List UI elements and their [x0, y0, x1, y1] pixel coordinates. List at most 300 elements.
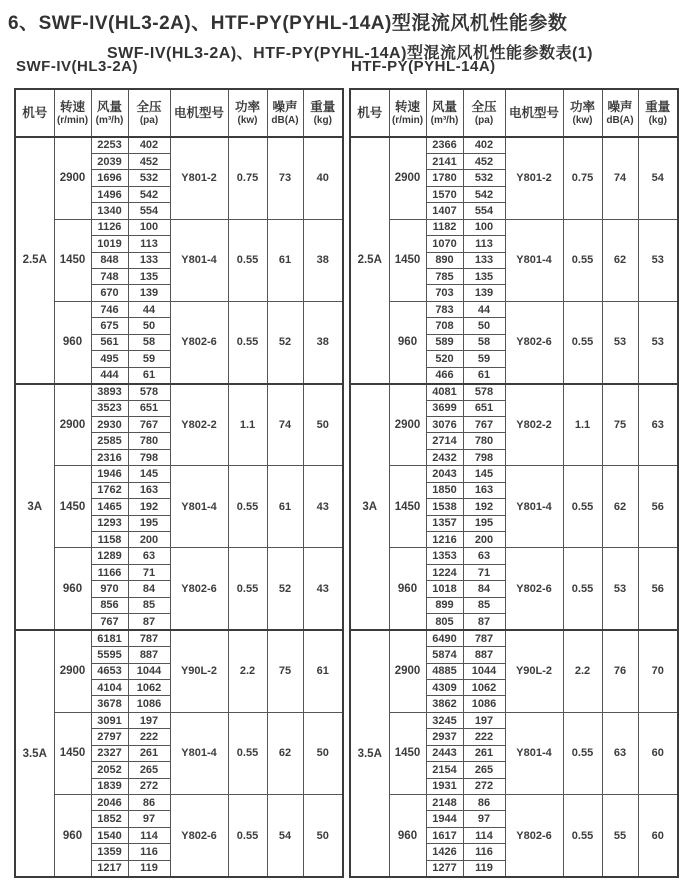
table-block-htf — [349, 58, 677, 878]
flow-cell: 2930 — [91, 416, 128, 432]
power-cell: 2.2 — [228, 630, 267, 712]
pressure-cell: 452 — [128, 153, 170, 169]
table-row — [350, 301, 678, 317]
pressure-cell: 542 — [463, 186, 505, 202]
pressure-cell: 44 — [128, 301, 170, 317]
flow-cell: 670 — [91, 285, 128, 301]
flow-cell: 444 — [91, 367, 128, 383]
pressure-cell: 578 — [463, 384, 505, 400]
pressure-cell: 780 — [128, 433, 170, 449]
col-header-unit: (pa) — [139, 114, 159, 126]
col-header — [638, 89, 678, 137]
power-cell: 0.55 — [228, 466, 267, 548]
rpm-cell: 2900 — [54, 630, 91, 712]
col-header-unit: (r/min) — [56, 114, 89, 126]
pressure-cell: 402 — [463, 137, 505, 153]
size-cell: 3A — [350, 384, 389, 631]
pressure-cell: 163 — [463, 482, 505, 498]
pressure-cell: 113 — [128, 236, 170, 252]
col-header-label: 噪声 — [607, 99, 633, 114]
size-cell: 2.5A — [350, 137, 389, 384]
pressure-cell: 578 — [128, 384, 170, 400]
table-row — [15, 219, 343, 235]
pressure-cell: 84 — [128, 581, 170, 597]
pressure-cell: 887 — [463, 647, 505, 663]
power-cell: 1.1 — [563, 384, 602, 466]
motor-cell: Y802-6 — [170, 795, 228, 878]
weight-cell: 38 — [303, 301, 343, 383]
rpm-cell: 960 — [54, 795, 91, 878]
pressure-cell: 50 — [128, 318, 170, 334]
flow-cell: 3091 — [91, 712, 128, 728]
pressure-cell: 119 — [463, 860, 505, 877]
weight-cell: 56 — [638, 548, 678, 630]
power-cell: 0.55 — [563, 219, 602, 301]
power-cell: 1.1 — [228, 384, 267, 466]
noise-cell: 55 — [602, 795, 638, 878]
noise-cell: 53 — [602, 301, 638, 383]
pressure-cell: 197 — [128, 712, 170, 728]
noise-cell: 74 — [602, 137, 638, 219]
pressure-cell: 767 — [128, 416, 170, 432]
power-cell: 0.55 — [563, 466, 602, 548]
table-row — [15, 795, 343, 811]
motor-cell: Y801-4 — [505, 466, 563, 548]
pressure-cell: 114 — [463, 827, 505, 843]
motor-cell: Y801-4 — [170, 219, 228, 301]
power-cell: 2.2 — [563, 630, 602, 712]
col-header — [15, 89, 54, 137]
pressure-cell: 452 — [463, 153, 505, 169]
pressure-cell: 87 — [463, 614, 505, 630]
col-header — [91, 89, 128, 137]
weight-cell: 43 — [303, 466, 343, 548]
flow-cell: 1217 — [91, 860, 128, 877]
pressure-cell: 59 — [128, 351, 170, 367]
weight-cell: 50 — [303, 712, 343, 794]
flow-cell: 1570 — [426, 186, 463, 202]
col-header — [128, 89, 170, 137]
pressure-cell: 554 — [463, 203, 505, 219]
table-row — [15, 301, 343, 317]
table-row — [15, 384, 343, 400]
weight-cell: 60 — [638, 712, 678, 794]
flow-cell: 1839 — [91, 778, 128, 794]
col-header-unit: (kg) — [313, 114, 332, 126]
flow-cell: 1166 — [91, 564, 128, 580]
flow-cell: 2797 — [91, 729, 128, 745]
flow-cell: 3862 — [426, 696, 463, 712]
col-header — [350, 89, 389, 137]
pressure-cell: 1044 — [128, 663, 170, 679]
pressure-cell: 61 — [463, 367, 505, 383]
flow-cell: 1617 — [426, 827, 463, 843]
power-cell: 0.55 — [228, 219, 267, 301]
rpm-cell: 2900 — [54, 137, 91, 219]
noise-cell: 75 — [602, 384, 638, 466]
pressure-cell: 780 — [463, 433, 505, 449]
noise-cell: 52 — [267, 548, 303, 630]
pressure-cell: 61 — [128, 367, 170, 383]
pressure-cell: 145 — [128, 466, 170, 482]
flow-cell: 1126 — [91, 219, 128, 235]
weight-cell: 70 — [638, 630, 678, 712]
flow-cell: 3699 — [426, 400, 463, 416]
motor-cell: Y802-6 — [170, 548, 228, 630]
pressure-cell: 261 — [463, 745, 505, 761]
flow-cell: 1224 — [426, 564, 463, 580]
flow-cell: 1944 — [426, 811, 463, 827]
col-header-unit: (m³/h) — [95, 114, 124, 126]
motor-cell: Y802-6 — [505, 548, 563, 630]
col-header-label: 电机型号 — [173, 105, 224, 120]
table-row — [350, 795, 678, 811]
pressure-cell: 59 — [463, 351, 505, 367]
flow-cell: 1496 — [91, 186, 128, 202]
col-header-label: 重量 — [310, 99, 336, 114]
table-row — [15, 137, 343, 153]
rpm-cell: 2900 — [389, 137, 426, 219]
pressure-cell: 87 — [128, 614, 170, 630]
size-cell: 3.5A — [15, 630, 54, 877]
flow-cell: 2937 — [426, 729, 463, 745]
weight-cell: 40 — [303, 137, 343, 219]
flow-cell: 520 — [426, 351, 463, 367]
pressure-cell: 44 — [463, 301, 505, 317]
col-header-label: 噪声 — [272, 99, 298, 114]
table-row — [15, 466, 343, 482]
col-header-unit: (kw) — [572, 114, 593, 126]
noise-cell: 52 — [267, 301, 303, 383]
flow-cell: 783 — [426, 301, 463, 317]
rpm-cell: 2900 — [389, 630, 426, 712]
flow-cell: 1182 — [426, 219, 463, 235]
pressure-cell: 265 — [463, 762, 505, 778]
pressure-cell: 113 — [463, 236, 505, 252]
weight-cell: 38 — [303, 219, 343, 301]
flow-cell: 2046 — [91, 795, 128, 811]
pressure-cell: 119 — [128, 860, 170, 877]
swf-spec-table — [14, 88, 344, 878]
flow-cell: 1540 — [91, 827, 128, 843]
flow-cell: 1780 — [426, 170, 463, 186]
pressure-cell: 100 — [128, 219, 170, 235]
pressure-cell: 84 — [463, 581, 505, 597]
col-header-label: 机号 — [22, 105, 48, 120]
flow-cell: 5595 — [91, 647, 128, 663]
pressure-cell: 63 — [128, 548, 170, 564]
flow-cell: 495 — [91, 351, 128, 367]
col-header-unit: (m³/h) — [430, 114, 459, 126]
pressure-cell: 133 — [463, 252, 505, 268]
pressure-cell: 197 — [463, 712, 505, 728]
power-cell: 0.75 — [563, 137, 602, 219]
flow-cell: 708 — [426, 318, 463, 334]
pressure-cell: 265 — [128, 762, 170, 778]
weight-cell: 50 — [303, 795, 343, 878]
htf-spec-table — [349, 88, 679, 878]
pressure-cell: 651 — [463, 400, 505, 416]
pressure-cell: 222 — [128, 729, 170, 745]
pressure-cell: 58 — [463, 334, 505, 350]
table-label-htf: HTF-PY(PYHL-14A) — [351, 58, 496, 75]
pressure-cell: 86 — [128, 795, 170, 811]
noise-cell: 73 — [267, 137, 303, 219]
noise-cell: 53 — [602, 548, 638, 630]
motor-cell: Y801-4 — [505, 219, 563, 301]
motor-cell: Y802-6 — [505, 301, 563, 383]
motor-cell: Y90L-2 — [505, 630, 563, 712]
rpm-cell: 2900 — [54, 384, 91, 466]
col-header — [563, 89, 602, 137]
flow-cell: 1353 — [426, 548, 463, 564]
pressure-cell: 145 — [463, 466, 505, 482]
pressure-cell: 887 — [128, 647, 170, 663]
flow-cell: 2432 — [426, 449, 463, 465]
power-cell: 0.75 — [228, 137, 267, 219]
pressure-cell: 272 — [128, 778, 170, 794]
col-header — [505, 89, 563, 137]
pressure-cell: 97 — [463, 811, 505, 827]
pressure-cell: 192 — [128, 499, 170, 515]
col-header-label: 转速 — [394, 99, 420, 114]
col-header — [228, 89, 267, 137]
flow-cell: 561 — [91, 334, 128, 350]
col-header-unit: dB(A) — [606, 114, 634, 126]
power-cell: 0.55 — [228, 712, 267, 794]
flow-cell: 4653 — [91, 663, 128, 679]
motor-cell: Y801-2 — [505, 137, 563, 219]
flow-cell: 2148 — [426, 795, 463, 811]
flow-cell: 1277 — [426, 860, 463, 877]
col-header — [267, 89, 303, 137]
table-row — [350, 630, 678, 646]
flow-cell: 1359 — [91, 844, 128, 860]
flow-cell: 2253 — [91, 137, 128, 153]
pressure-cell: 135 — [463, 269, 505, 285]
table-label-swf: SWF-IV(HL3-2A) — [16, 58, 138, 75]
col-header-label: 机号 — [357, 105, 383, 120]
col-header-unit: (kg) — [648, 114, 667, 126]
motor-cell: Y801-4 — [505, 712, 563, 794]
table-row — [15, 548, 343, 564]
page-subtitle: SWF-IV(HL3-2A)、HTF-PY(PYHL-14A)型混流风机性能参数表(1) — [107, 45, 593, 62]
noise-cell: 75 — [267, 630, 303, 712]
col-header — [426, 89, 463, 137]
weight-cell: 63 — [638, 384, 678, 466]
flow-cell: 6490 — [426, 630, 463, 646]
col-header-unit: dB(A) — [271, 114, 299, 126]
pressure-cell: 1044 — [463, 663, 505, 679]
tables-row — [14, 58, 677, 878]
rpm-cell: 1450 — [389, 466, 426, 548]
rpm-cell: 2900 — [389, 384, 426, 466]
power-cell: 0.55 — [563, 795, 602, 878]
col-header — [389, 89, 426, 137]
power-cell: 0.55 — [563, 301, 602, 383]
flow-cell: 805 — [426, 614, 463, 630]
col-header — [602, 89, 638, 137]
pressure-cell: 116 — [128, 844, 170, 860]
flow-cell: 1019 — [91, 236, 128, 252]
pressure-cell: 787 — [463, 630, 505, 646]
pressure-cell: 542 — [128, 186, 170, 202]
motor-cell: Y802-2 — [505, 384, 563, 466]
noise-cell: 62 — [267, 712, 303, 794]
col-header-label: 转速 — [59, 99, 85, 114]
pressure-cell: 71 — [463, 564, 505, 580]
power-cell: 0.55 — [563, 712, 602, 794]
flow-cell: 890 — [426, 252, 463, 268]
flow-cell: 785 — [426, 269, 463, 285]
flow-cell: 970 — [91, 581, 128, 597]
pressure-cell: 195 — [463, 515, 505, 531]
flow-cell: 2714 — [426, 433, 463, 449]
flow-cell: 3245 — [426, 712, 463, 728]
flow-cell: 1931 — [426, 778, 463, 794]
motor-cell: Y802-6 — [170, 301, 228, 383]
pressure-cell: 200 — [463, 532, 505, 548]
flow-cell: 1850 — [426, 482, 463, 498]
flow-cell: 1465 — [91, 499, 128, 515]
flow-cell: 2443 — [426, 745, 463, 761]
flow-cell: 3678 — [91, 696, 128, 712]
size-cell: 3.5A — [350, 630, 389, 877]
rpm-cell: 1450 — [54, 219, 91, 301]
pressure-cell: 85 — [128, 597, 170, 613]
rpm-cell: 960 — [54, 301, 91, 383]
table-row — [15, 712, 343, 728]
pressure-cell: 86 — [463, 795, 505, 811]
rpm-cell: 960 — [54, 548, 91, 630]
pressure-cell: 116 — [463, 844, 505, 860]
flow-cell: 1762 — [91, 482, 128, 498]
noise-cell: 61 — [267, 466, 303, 548]
flow-cell: 1216 — [426, 532, 463, 548]
flow-cell: 466 — [426, 367, 463, 383]
header-row — [15, 89, 343, 137]
rpm-cell: 1450 — [54, 712, 91, 794]
flow-cell: 2585 — [91, 433, 128, 449]
col-header-unit: (pa) — [474, 114, 494, 126]
pressure-cell: 798 — [128, 449, 170, 465]
pressure-cell: 71 — [128, 564, 170, 580]
col-header — [303, 89, 343, 137]
flow-cell: 2141 — [426, 153, 463, 169]
flow-cell: 4104 — [91, 679, 128, 695]
motor-cell: Y802-2 — [170, 384, 228, 466]
col-header — [170, 89, 228, 137]
size-cell: 3A — [15, 384, 54, 631]
flow-cell: 2043 — [426, 466, 463, 482]
flow-cell: 1158 — [91, 532, 128, 548]
weight-cell: 50 — [303, 384, 343, 466]
motor-cell: Y801-4 — [170, 712, 228, 794]
flow-cell: 1357 — [426, 515, 463, 531]
flow-cell: 1018 — [426, 581, 463, 597]
pressure-cell: 139 — [128, 285, 170, 301]
pressure-cell: 50 — [463, 318, 505, 334]
flow-cell: 1426 — [426, 844, 463, 860]
weight-cell: 61 — [303, 630, 343, 712]
weight-cell: 43 — [303, 548, 343, 630]
flow-cell: 5874 — [426, 647, 463, 663]
flow-cell: 748 — [91, 269, 128, 285]
pressure-cell: 787 — [128, 630, 170, 646]
col-header-label: 全压 — [471, 99, 497, 114]
table-block-swf — [14, 58, 342, 878]
flow-cell: 3076 — [426, 416, 463, 432]
pressure-cell: 798 — [463, 449, 505, 465]
weight-cell: 54 — [638, 137, 678, 219]
rpm-cell: 960 — [389, 301, 426, 383]
pressure-cell: 532 — [128, 170, 170, 186]
weight-cell: 53 — [638, 219, 678, 301]
flow-cell: 3893 — [91, 384, 128, 400]
table-row — [350, 712, 678, 728]
flow-cell: 848 — [91, 252, 128, 268]
flow-cell: 703 — [426, 285, 463, 301]
flow-cell: 1070 — [426, 236, 463, 252]
pressure-cell: 261 — [128, 745, 170, 761]
pressure-cell: 133 — [128, 252, 170, 268]
rpm-cell: 960 — [389, 795, 426, 878]
col-header-unit: (kw) — [237, 114, 258, 126]
col-header — [463, 89, 505, 137]
flow-cell: 1289 — [91, 548, 128, 564]
flow-cell: 2039 — [91, 153, 128, 169]
flow-cell: 1293 — [91, 515, 128, 531]
flow-cell: 1946 — [91, 466, 128, 482]
table-row — [15, 630, 343, 646]
rpm-cell: 1450 — [389, 219, 426, 301]
weight-cell: 60 — [638, 795, 678, 878]
weight-cell: 56 — [638, 466, 678, 548]
motor-cell: Y802-6 — [505, 795, 563, 878]
pressure-cell: 63 — [463, 548, 505, 564]
table-row — [350, 137, 678, 153]
pressure-cell: 85 — [463, 597, 505, 613]
flow-cell: 6181 — [91, 630, 128, 646]
col-header-label: 功率 — [569, 99, 595, 114]
pressure-cell: 97 — [128, 811, 170, 827]
pressure-cell: 272 — [463, 778, 505, 794]
col-header — [54, 89, 91, 137]
header-row — [350, 89, 678, 137]
pressure-cell: 1086 — [463, 696, 505, 712]
pressure-cell: 554 — [128, 203, 170, 219]
table-row — [350, 384, 678, 400]
table-row — [350, 219, 678, 235]
col-header-label: 电机型号 — [508, 105, 559, 120]
table-row — [350, 466, 678, 482]
power-cell: 0.55 — [228, 548, 267, 630]
pressure-cell: 1086 — [128, 696, 170, 712]
noise-cell: 61 — [267, 219, 303, 301]
flow-cell: 3523 — [91, 400, 128, 416]
pressure-cell: 767 — [463, 416, 505, 432]
flow-cell: 746 — [91, 301, 128, 317]
power-cell: 0.55 — [228, 795, 267, 878]
col-header-label: 重量 — [645, 99, 671, 114]
pressure-cell: 532 — [463, 170, 505, 186]
col-header-label: 功率 — [234, 99, 260, 114]
noise-cell: 54 — [267, 795, 303, 878]
pressure-cell: 114 — [128, 827, 170, 843]
pressure-cell: 200 — [128, 532, 170, 548]
flow-cell: 1852 — [91, 811, 128, 827]
flow-cell: 1538 — [426, 499, 463, 515]
